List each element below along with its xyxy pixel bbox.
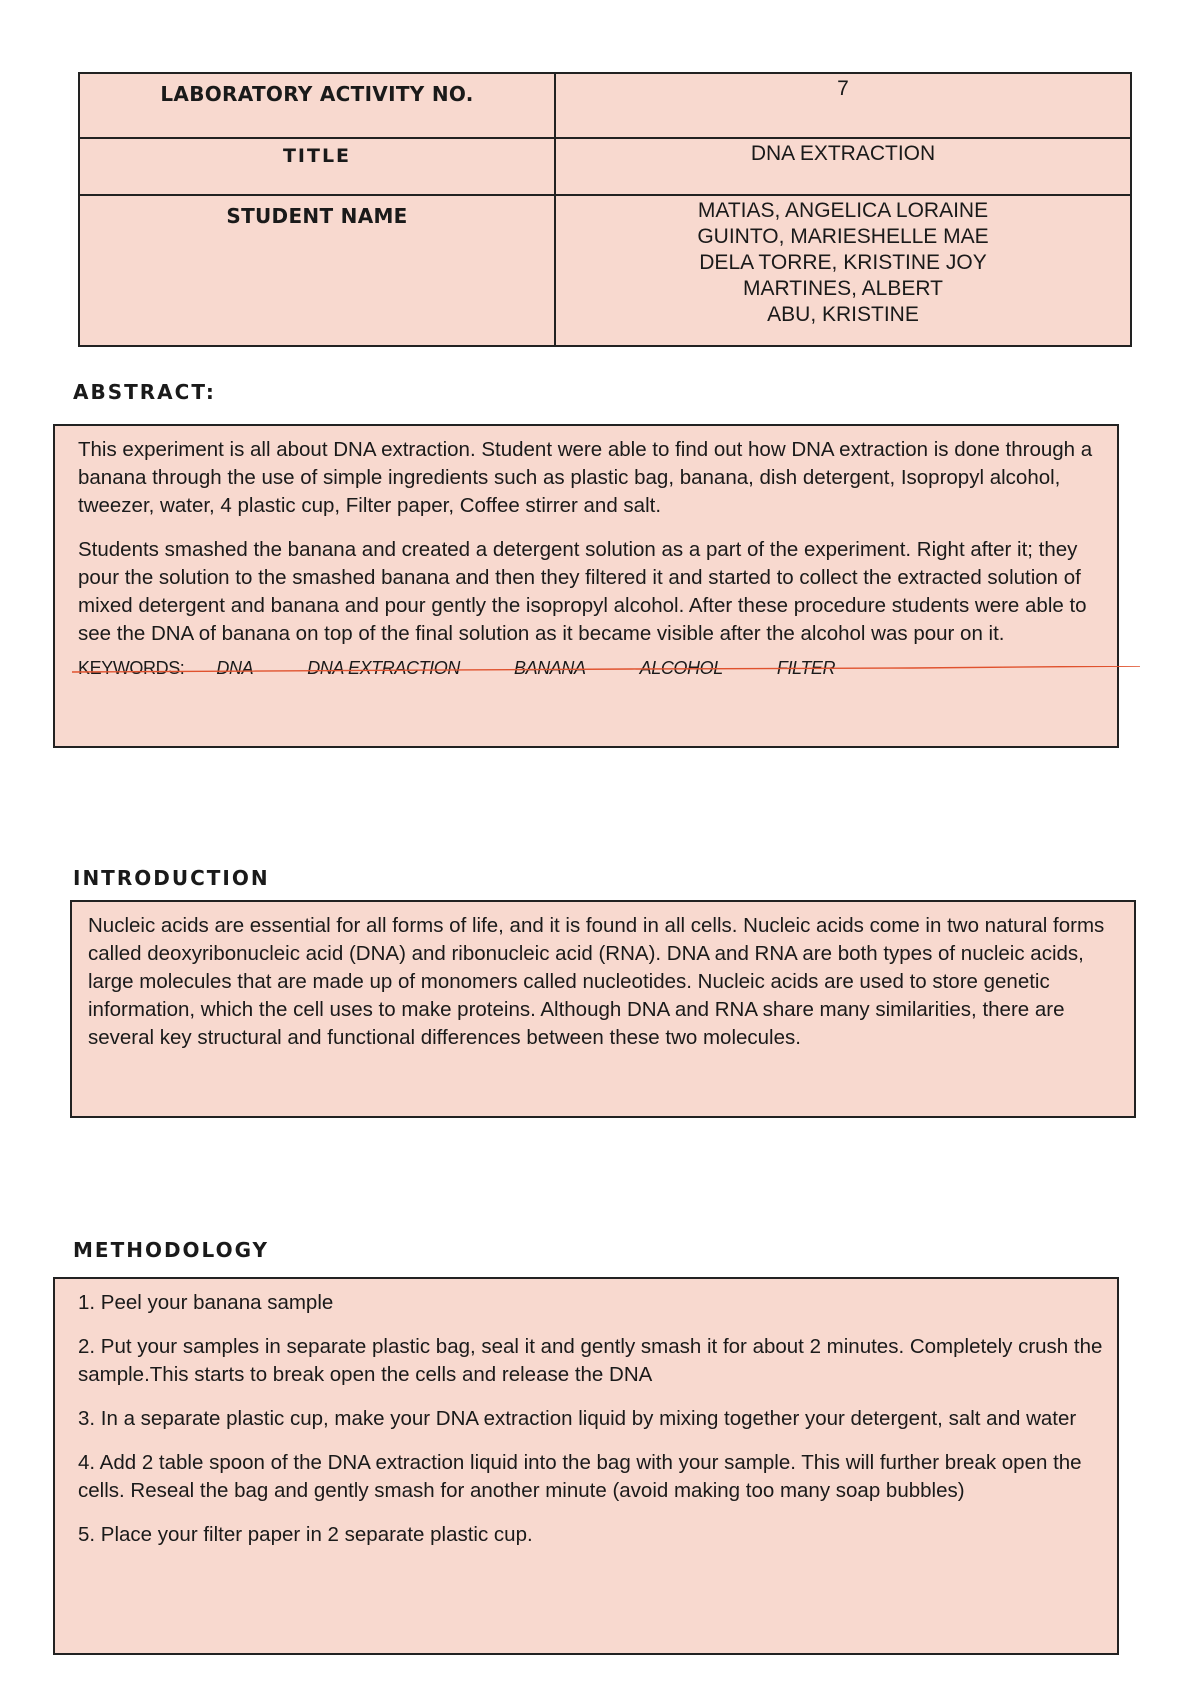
lab-activity-label: LABORATORY ACTIVITY NO. [79,73,555,138]
abstract-paragraph: This experiment is all about DNA extraction. Student were able to find out how DNA extraction is done through a banana through the use of simple ingredients such as plastic bag, banana, dish detergent, Isopropyl alcohol, tweezer, water, 4 plastic cup, Filter paper, Coffee stirrer and salt. [78,438,1093,517]
keyword: BANANA [513,658,586,678]
abstract-paragraph: Students smashed the banana and created a detergent solution as a part of the experiment. Right after it; they pour the solution to the smashed banana and then they filtered it and started to collect the extracted solution of mixed detergent and banana and pour gently the isopropyl alcohol. After these procedure students were able to see the DNA of banana on top of the final solution as it became visible after the alcohol was pour on it. [78,538,1087,645]
methodology-step: 5. Place your filter paper in 2 separate plastic cup. [78,1523,533,1546]
student-name: MARTINES, ALBERT [743,277,943,300]
student-name-label: STUDENT NAME [79,195,555,346]
methodology-box [53,1277,1119,1655]
methodology-step: 1. Peel your banana sample [78,1291,334,1314]
lab-activity-value: 7 [555,73,1131,138]
keyword: ALCOHOL [639,658,723,678]
lab-info-table [78,72,1132,347]
methodology-step: 4. Add 2 table spoon of the DNA extraction liquid into the bag with your sample. This will further break open the cells. Reseal the bag and gently smash for another minute (avoid making too many soap bubbles) [78,1451,1082,1502]
title-label: TITLE [79,138,555,195]
title-value: DNA EXTRACTION [555,138,1131,195]
methodology-step: 2. Put your samples in separate plastic bag, seal it and gently smash it for about 2 minutes. Completely crush the sample.This starts to break open the cells and release the DNA [78,1335,1103,1386]
student-name: DELA TORRE, KRISTINE JOY [699,251,987,274]
student-names [555,195,1131,346]
methodology-step: 3. In a separate plastic cup, make your DNA extraction liquid by mixing together your detergent, salt and water [78,1407,1077,1430]
annotation-line [72,666,1140,674]
introduction-box [70,900,1136,1118]
student-name: ABU, KRISTINE [767,303,919,326]
abstract-heading: ABSTRACT: [73,380,216,404]
keyword: DNA EXTRACTION [307,658,460,678]
keyword: FILTER [776,658,836,678]
student-name: GUINTO, MARIESHELLE MAE [697,225,989,248]
keyword: DNA [216,658,254,678]
introduction-heading: INTRODUCTION [73,866,270,890]
student-name: MATIAS, ANGELICA LORAINE [697,199,989,222]
keywords-label: KEYWORDS: [78,658,185,678]
abstract-box [53,424,1119,748]
introduction-text: Nucleic acids are essential for all forms of life, and it is found in all cells. Nucleic acids come in two natural forms called deoxyribonucleic acid (DNA) and ribonucleic acid (RNA). DNA and RNA are both types of nucleic acids, large molecules that are made up of monomers called nucleotides. Nucleic acids are used to store genetic information, which the cell uses to make proteins. Although DNA and RNA share many similarities, there are several key structural and functional differences between these two molecules. [88,914,1105,1049]
methodology-heading: METHODOLOGY [73,1238,270,1262]
